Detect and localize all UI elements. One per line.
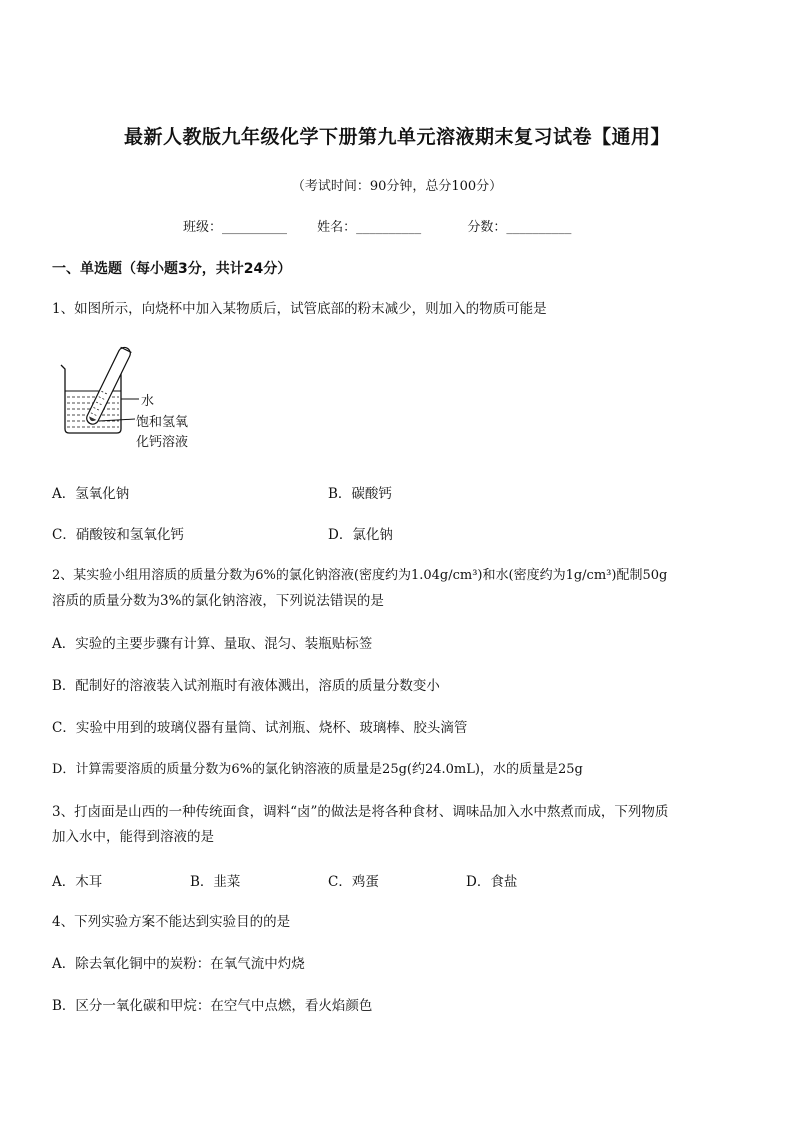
- question-4-stem: 4、下列实验方案不能达到实验目的的是: [52, 914, 291, 930]
- q2-option-b: B．配制好的溶液装入试剂瓶时有液体溅出，溶质的质量分数变小: [52, 678, 440, 694]
- question-3-stem-line1: 3、打卤面是山西的一种传统面食，调料“卤”的做法是将各种食材、调味品加入水中熬煮而成，下列物质: [52, 804, 669, 820]
- q2-option-a: A．实验的主要步骤有计算、量取、混匀、装瓶贴标签: [52, 636, 373, 652]
- exam-time-note: （考试时间：90分钟，总分100分）: [291, 179, 503, 194]
- section-heading: 一、单选题（每小题3分，共计24分）: [52, 261, 292, 277]
- q1-option-d: D．氯化钠: [328, 527, 393, 543]
- q4-option-b: B．区分一氧化碳和甲烷：在空气中点燃，看火焰颜色: [52, 998, 373, 1014]
- student-info-row: [183, 216, 623, 235]
- name-field: 姓名：__________: [317, 220, 422, 235]
- question-3-stem-line2: 加入水中，能得到溶液的是: [52, 829, 214, 845]
- q1-option-b: B．碳酸钙: [328, 486, 392, 502]
- score-field: 分数：__________: [467, 220, 572, 235]
- q1-option-a: A．氢氧化钠: [52, 486, 130, 502]
- question-2-stem-line2: 溶质的质量分数为3%的氯化钠溶液，下列说法错误的是: [52, 593, 384, 609]
- q3-option-b: B．韭菜: [190, 874, 241, 890]
- q3-option-d: D．食盐: [466, 874, 518, 890]
- page-title: 最新人教版九年级化学下册第九单元溶液期末复习试卷【通用】: [123, 126, 670, 148]
- label-solution-line1: 饱和氢氧: [136, 415, 189, 430]
- q2-option-c: C．实验中用到的玻璃仪器有量筒、试剂瓶、烧杯、玻璃棒、胶头滴管: [52, 720, 468, 736]
- q3-option-a: A．木耳: [52, 874, 103, 890]
- q3-option-c: C．鸡蛋: [328, 874, 379, 890]
- q1-option-c: C．硝酸铵和氢氧化钙: [52, 527, 184, 543]
- beaker-figure: [55, 343, 215, 453]
- class-field: 班级：__________: [183, 220, 288, 235]
- label-solution-line2: 化钙溶液: [136, 435, 189, 450]
- question-1-stem: 1、如图所示，向烧杯中加入某物质后，试管底部的粉末减少，则加入的物质可能是: [52, 301, 547, 317]
- question-2-stem-line1: 2、某实验小组用溶质的质量分数为6%的氯化钠溶液(密度约为1.04g/cm³)和水(密度约为1g/cm³)配制50g: [52, 568, 668, 583]
- q4-option-a: A．除去氧化铜中的炭粉：在氧气流中灼烧: [52, 956, 305, 972]
- label-water: 水: [141, 394, 155, 409]
- q2-option-d: D．计算需要溶质的质量分数为6%的氯化钠溶液的质量是25g(约24.0mL)，水的质量是25g: [52, 762, 583, 777]
